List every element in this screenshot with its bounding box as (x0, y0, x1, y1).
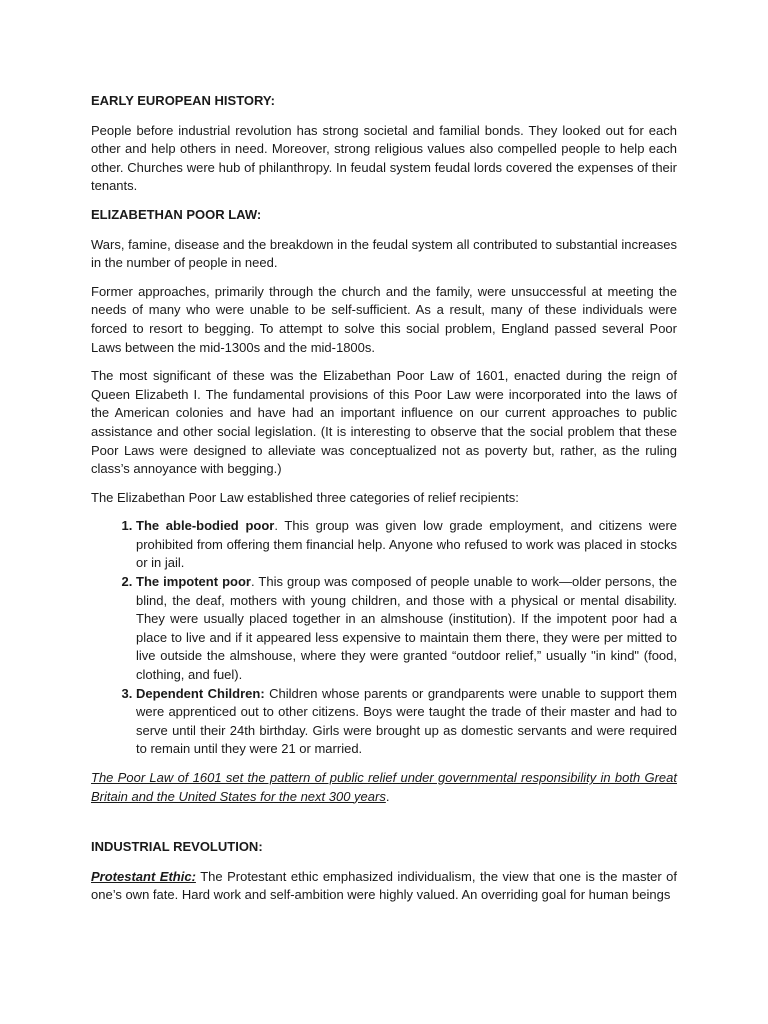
note-period: . (385, 788, 390, 804)
paragraph-most-significant: The most significant of these was the Elizabethan Poor Law of 1601, enacted during the reign of Queen Elizabeth I. The fundamental provisions of this Poor Law were incorporated into the laws of the American colonies and have had an important influence on our current approaches to public assistance and other social legislation. (It is interesting to observe that the social problem that these Poor Laws were designed to alleviate was conceptualized not as poverty but, rather, as the ruling class’s annoyance with begging.) (91, 368, 677, 477)
paragraph-wars-famine: Wars, famine, disease and the breakdown in the feudal system all contributed to substantial increases in the number of people in need. (91, 236, 677, 271)
protestant-ethic-term: Protestant Ethic: (91, 868, 196, 884)
list-item-impotent-poor (136, 573, 677, 685)
protestant-ethic-text: The Protestant ethic emphasized individualism, the view that one is the master of one’s own fate. Hard work and self-ambition were highly valued. An overriding goal for human beings (91, 868, 678, 903)
section-spacer (91, 816, 677, 838)
heading-elizabethan-poor-law: ELIZABETHAN POOR LAW: (91, 206, 262, 222)
list-item-text: Children whose parents or grandparents were unable to support them were apprenticed out to other citizens. Boys were taught the trade of their master and had to serve until their 24th birthday. Girls were brought up as domestic servants and were required to remain until they were 21 or married. (136, 685, 677, 757)
paragraph-protestant-ethic (91, 868, 677, 905)
paragraph-early-history: People before industrial revolution has strong societal and familial bonds. They looked out for each other and help others in need. Moreover, strong religious values also compelled people to help each other. Churches were hub of philanthropy. In feudal system feudal lords covered the expenses of their tenants. (91, 122, 677, 194)
list-item-dependent-children (136, 685, 677, 759)
paragraph-three-categories: The Elizabethan Poor Law established three categories of relief recipients: (91, 489, 519, 505)
list-item-term: The impotent poor (136, 574, 251, 590)
list-item-text: . This group was given low grade employment, and citizens were prohibited from offering them financial help. Anyone who refused to work was placed in stocks or in jail. (136, 518, 677, 571)
list-item-text: . This group was composed of people unable to work—older persons, the blind, the deaf, mothers with young children, and those with a physical or mental disability. They were usually placed together in an almshouse (institution). If the impotent poor had a place to live and if it appeared less expensive to maintain them there, they were per mitted to live outside the almshouse, where they were granted “outdoor relief,” usually "in kind" (food, clothing, and fuel). (136, 574, 677, 683)
list-item-term: Dependent Children: (136, 685, 265, 701)
document-page (91, 92, 677, 915)
relief-categories-list (91, 517, 677, 759)
list-item-term: The able-bodied poor (136, 518, 275, 534)
paragraph-former-approaches: Former approaches, primarily through the church and the family, were unsuccessful at meeting the needs of many who were unable to be self-sufficient. As a result, many of these individuals were forced to resort to begging. To attempt to solve this social problem, England passed several Poor Laws between the mid-1300s and the mid-1800s. (91, 283, 677, 355)
heading-early-european-history: EARLY EUROPEAN HISTORY: (91, 93, 275, 108)
paragraph-poor-law-note (91, 769, 677, 806)
list-item-able-bodied-poor (136, 517, 677, 573)
underlined-note: The Poor Law of 1601 set the pattern of public relief under governmental responsibility in both Great Britain and the United States for the next 300 years (91, 770, 677, 804)
heading-industrial-revolution: INDUSTRIAL REVOLUTION: (91, 839, 263, 855)
